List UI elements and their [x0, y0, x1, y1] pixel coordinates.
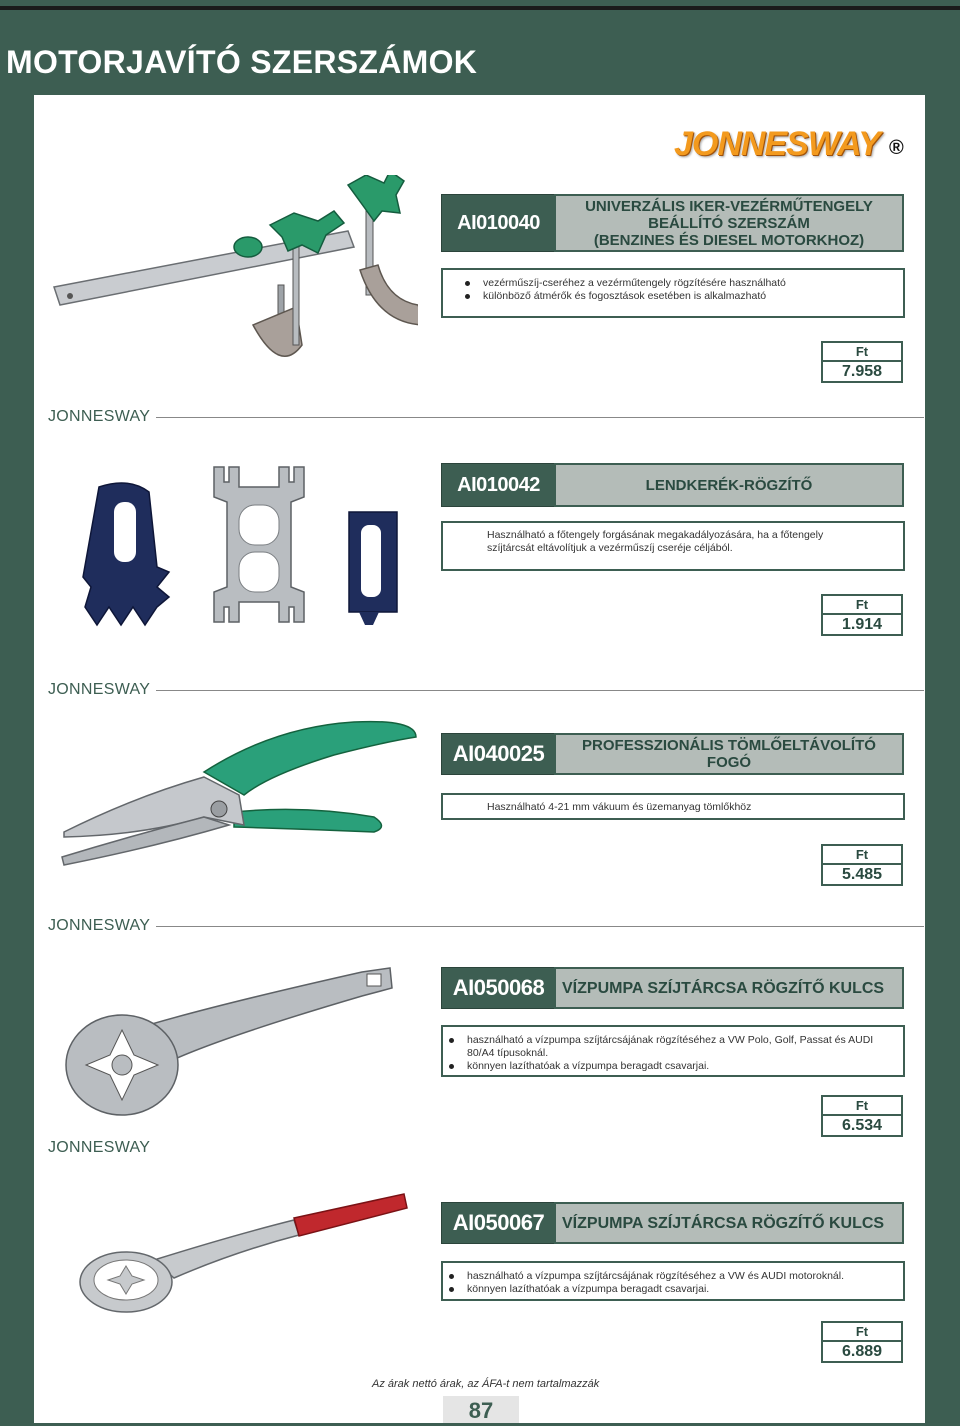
- catalog-page: [34, 95, 925, 1423]
- product-features: [441, 268, 905, 318]
- feature-item: különböző átmérők és fogosztások esetében is alkalmazható: [461, 290, 901, 303]
- product-name: [554, 194, 904, 252]
- product-name: [554, 733, 904, 775]
- product-name-line: FOGÓ: [706, 754, 752, 771]
- product-name-line: UNIVERZÁLIS IKER-VEZÉRMŰTENGELY: [585, 197, 873, 215]
- feature-item: könnyen lazíthatóak a vízpumpa beragadt csavarjai.: [445, 1283, 901, 1296]
- price-currency: Ft: [823, 343, 901, 362]
- product-code: AI010040: [441, 194, 556, 252]
- page-number-box: [443, 1396, 519, 1423]
- product-name-line: PROFESSZIONÁLIS TÖMLŐELTÁVOLÍTÓ: [582, 737, 876, 754]
- feature-item: könnyen lazíthatóak a vízpumpa beragadt csavarjai.: [445, 1060, 901, 1073]
- product-image-flywheel-lock: [79, 457, 409, 637]
- price-value: 1.914: [823, 615, 901, 634]
- product-code: AI040025: [441, 733, 556, 775]
- price-value: 5.485: [823, 865, 901, 884]
- brand-logo: JONNESWAY: [674, 125, 880, 163]
- product-name: VÍZPUMPA SZÍJTÁRCSA RÖGZÍTŐ KULCS: [554, 1202, 904, 1244]
- brand-separator-label: JONNESWAY: [48, 408, 151, 425]
- price-box: [821, 844, 903, 886]
- brand-separator-label: JONNESWAY: [48, 917, 151, 934]
- product-description: Használható 4-21 mm vákuum és üzemanyag tömlőkhöz: [441, 793, 905, 820]
- brand-separator-label: JONNESWAY: [48, 681, 151, 698]
- product-name-line: (BENZINES ÉS DIESEL MOTORKHOZ): [593, 231, 865, 249]
- top-rule: [0, 6, 960, 10]
- page-number: 87: [468, 1398, 494, 1423]
- price-box: [821, 594, 903, 636]
- price-box: [821, 1095, 903, 1137]
- price-currency: Ft: [823, 596, 901, 615]
- price-box: [821, 341, 903, 383]
- brand-separator-label: JONNESWAY: [48, 1139, 151, 1156]
- product-features: [441, 1261, 905, 1301]
- separator-line: [156, 417, 924, 418]
- feature-item: vezérműszíj-cseréhez a vezérműtengely rögzítésére használható: [461, 277, 901, 290]
- product-features: [441, 1025, 905, 1077]
- product-code: AI050068: [441, 967, 556, 1009]
- product-code: AI010042: [441, 463, 556, 507]
- price-value: 6.889: [823, 1342, 901, 1361]
- feature-item: használható a vízpumpa szíjtárcsájának rögzítéséhez a VW és AUDI motoroknál.: [445, 1270, 901, 1283]
- price-currency: Ft: [823, 1323, 901, 1342]
- product-image-pump-wrench: [62, 960, 402, 1130]
- feature-item: használható a vízpumpa szíjtárcsájának rögzítéséhez a VW Polo, Golf, Passat és AUDI 80/A4 típusoknál.: [445, 1034, 901, 1060]
- registered-mark: ®: [889, 137, 904, 159]
- price-note: Az árak nettó árak, az ÁFA-t nem tartalmazzák: [372, 1378, 600, 1390]
- product-description: Használható a főtengely forgásának megakadályozására, ha a főtengely szíjtárcsát eltávolítjuk a vezérműszíj cseréje céljából.: [441, 521, 905, 571]
- separator-line: [156, 926, 924, 927]
- price-currency: Ft: [823, 1097, 901, 1116]
- price-box: [821, 1321, 903, 1363]
- product-name: LENDKERÉK-RÖGZÍTŐ: [554, 463, 904, 507]
- price-currency: Ft: [823, 846, 901, 865]
- product-name: VÍZPUMPA SZÍJTÁRCSA RÖGZÍTŐ KULCS: [554, 967, 904, 1009]
- product-code: AI050067: [441, 1202, 556, 1244]
- page-title: MOTORJAVÍTÓ SZERSZÁMOK: [6, 44, 478, 80]
- product-image-camshaft-tool: [48, 175, 418, 365]
- product-image-pump-wrench-red: [74, 1190, 414, 1320]
- product-image-hose-pliers: [54, 717, 434, 867]
- product-name-line: BEÁLLÍTÓ SZERSZÁM: [648, 214, 810, 232]
- separator-line: [156, 690, 924, 691]
- price-value: 6.534: [823, 1116, 901, 1135]
- price-value: 7.958: [823, 362, 901, 381]
